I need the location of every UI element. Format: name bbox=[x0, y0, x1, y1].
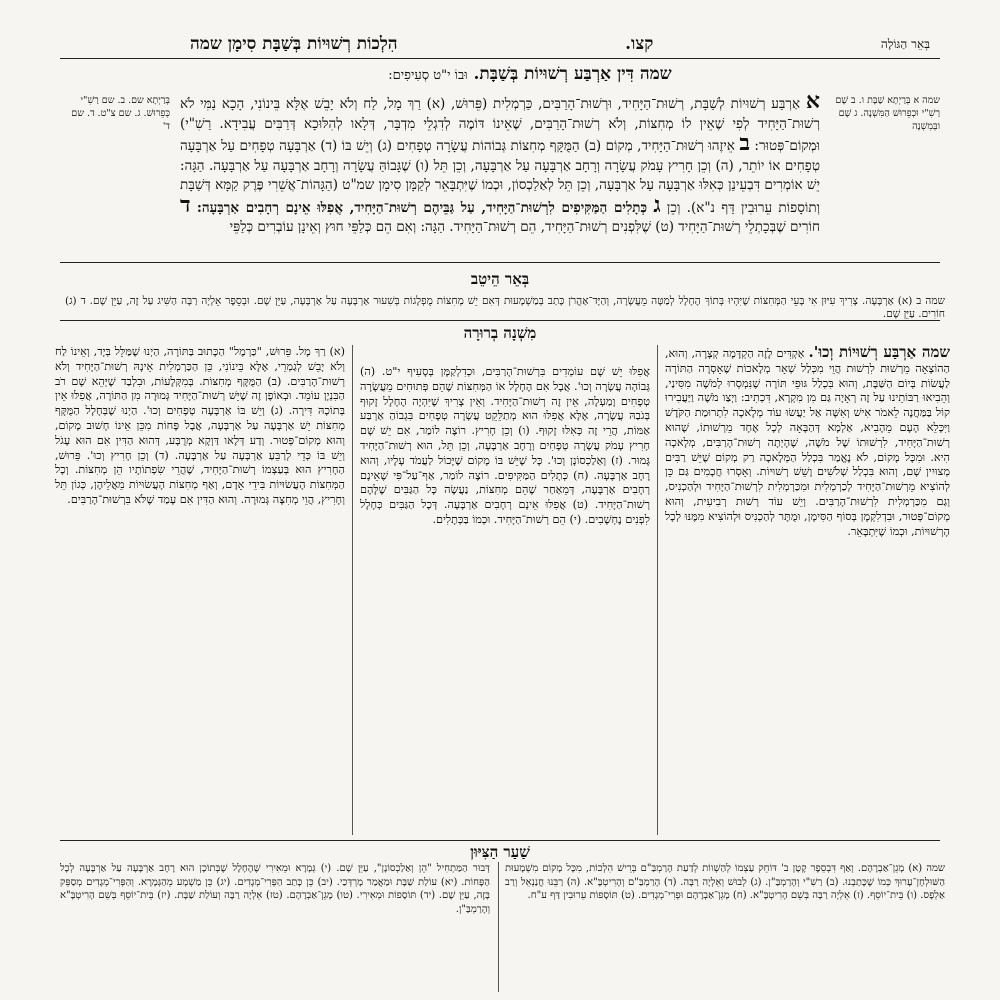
column-text: אַקְדִּים לָזֶה הַקְדָּמָה קְצָרָה, וְהוּא, הַהוֹצָאָה מֵרְשׁוּת לִרְשׁוּת הֲוֵי מִכְּלַל שְׁאָר מְלָאכוֹת שֶׁאָסְרָה הַתּוֹרָה לַעֲשׂוֹת בְּיוֹם הַשַּׁבָּת, וְהוּא בִּכְלַל גּוּפֵי תּוֹרָה שֶׁנִּמְסְרוּ לְמֹשֶׁה מִסִּינַי, וְהֵבִיאוּ רַבּוֹתֵינוּ עַל זֶה רְאָיָה גַּם מִן מִקְרָא, דִּכְתִיב: וַיְצַו מֹשֶׁה וַיַּעֲבִירוּ קוֹל בַּמַּחֲנֶה לֵאמֹר אִישׁ וְאִשָּׁה אַל יַעֲשׂוּ עוֹד מְלָאכָה לִתְרוּמַת הַקֹּדֶשׁ וַיִּכָּלֵא הָעָם מֵהָבִיא, אַלְמָא דְּהַבָּאָה לְכָל אֶחָד מֵרְשׁוּתוֹ, שֶׁהוּא רְשׁוּת־הַיָּחִיד, לִרְשׁוּתוֹ שֶׁל מֹשֶׁה, שֶׁהָיְתָה רְשׁוּת־הָרַבִּים, מְלָאכָה הִיא. וּמִכָּל מָקוֹם, לֹא נֶאֱמַר בִּכְלַל הַמְּלָאכָה רַק מְקוֹם שֶׁיֵּשׁ רַבִּים מְצוּיִין שָׁם, וְהוּא בִּכְלַל שְׁלֹשִׁים וָשֵׁשׁ רְשׁוּיוֹת. וְאָסְרוּ חֲכָמִים גַּם כֵּן לְהוֹצִיא מֵרְשׁוּת־הַיָּחִיד לְכַרְמְלִית וּמִכַּרְמְלִית לִרְשׁוּת־הַיָּחִיד וּלְהַכְנִיס, וְגַם מִכַּרְמְלִית לִרְשׁוּת־הָרַבִּים. וְיֵשׁ עוֹד רְשׁוּת רְבִיעִית, וְהוּא מְקוֹם־פְּטוּר, וּבִדְלִקְמָן בְּסוֹף הַסִּימָן, וּמֻתָּר לְהַכְנִיס וּלְהוֹצִיא מִמֶּנּוּ לְכָל הָרְשׁוּיוֹת, וּכְמוֹ שֶׁיִּתְבָּאֵר. bbox=[665, 347, 950, 538]
baer-heitev-heading: בְּאֵר הֵיטֵב bbox=[470, 270, 530, 288]
section-rule bbox=[60, 320, 940, 321]
seif-text: כְּתָלִים הַמַּקִּיפִים לִרְשׁוּת־הַיָּחִיד, עַל גַּבֵּיהֶם רְשׁוּת־הַיָּחִיד, אֲפִלּוּ אֵינָם רְחָבִים אַרְבָּעָה: bbox=[196, 199, 648, 216]
commentary-name: בְּאֵר הַגּוֹלָה bbox=[880, 36, 930, 51]
shaar-hatziyun-heading: שַׁעַר הַצִּיּוּן bbox=[470, 843, 530, 861]
seif-letter: א bbox=[805, 92, 820, 114]
page-number: קצו. bbox=[625, 34, 654, 54]
mishnah-berurah-middle-column: אֲפִלּוּ יֵשׁ שָׁם עוֹמְדִים בִּרְשׁוּת־הָרַבִּים, וּכְדִלְקַמָּן בְּסָעִיף י"ט. (ה) גְּבוֹהָה עֲשָׂרָה וְכוּ'. אֲבָל אִם הֶחָלָל אוֹ הַמְּחִצּוֹת שֶׁהֵם פְּתוּחִים מֵעֲשָׂרָה טְפָחִים וָמַעְלָה, אֵין זֶה רְשׁוּת־הַיָּחִיד. וְאֵין צָרִיךְ שֶׁיִּהְיֶה הֶחָלָל זָקוּף בְּגֹבַהּ עֲשָׂרָה, אֶלָּא אֲפִלּוּ הוּא מְתַלֵּקֵט עֲשָׂרָה טְפָחִים בִּגְבוֹהַ אַרְבַּע אַמּוֹת, הֲרֵי זֶה כְּאִלּוּ זָקוּף. (ו) וְכֵן חָרִיץ. רוֹצֶה לוֹמַר, אִם יֵשׁ שָׁם חָרִיץ עָמֹק עֲשָׂרָה טְפָחִים וְרָחָב אַרְבָּעָה, וְכֵן תֵּל, הוּא רְשׁוּת־הַיָּחִיד גָּמוּר. (ז) וְאַלַכְסוֹנָן וְכוּ'. כָּל שֶׁיֵּשׁ בּוֹ מָקוֹם שֶׁיָּכוֹל לַעֲמֹד עָלָיו, וְהוּא רָחָב אַרְבָּעָה. (ח) כְּתָלִים הַמַּקִּיפִים. רוֹצֶה לוֹמַר, אַף־עַל־פִּי שֶׁאֵינָם רְחָבִים אַרְבָּעָה, דְּמֵאַחַר שֶׁהֵם מְחִצּוֹת, נַעֲשֶׂה כָּל הַגַּבִּים שֶׁלָּהֶם רְשׁוּת־הַיָּחִיד. (ט) אֲפִלּוּ אֵינָם רְחָבִים אַרְבָּעָה. דְּכָל הַגַּבִּים כְּחָלָל לִפְנִים נֶחְשָׁבִים. (י) הֵם רְשׁוּת־הַיָּחִיד. וּכְמוֹ בַּכְּתָלִים. bbox=[360, 365, 650, 526]
seif-text: חוֹרִים שֶׁבְּכָתְלֵי רְשׁוּת־הַיָּחִיד (ט) שֶׁלִּפְנִים רְשׁוּת־הַיָּחִיד, הֵם רְשׁוּת־הַיָּחִיד. הַגָּה: וְאִם הֵם כְּלַפֵּי חוּץ וְאֵינָן עוֹבְרִים כְּלַפֵּי bbox=[229, 219, 820, 235]
column-divider bbox=[657, 345, 658, 835]
seif-text: אַרְבַּע רְשׁוּיוֹת לְשַׁבָּת, רְשׁוּת־הַיָּחִיד, וּרְשׁוּת־הָרַבִּים, כַּרְמְלִית (פֵּרוּשׁ, (א) רַךְ מָל, לַח וְלֹא יָבֵשׁ אֶלָּא בֵּינוֹנִי, הָכָא נַמִּי לֹא רְשׁוּת־הַיָּחִיד לְפִי שֶׁאֵין לוֹ מְחִצּוֹת, וְלֹא רְשׁוּת־הָרַבִּים, שֶׁאֵינוֹ דּוֹמֶה לְדִגְלֵי מִדְבָּר, דְּלָאו לְהִלּוּכָא דְּרַבִּים עֲבִידָא. רַשִׁ"י) וּמְקוֹם־פְּטוּר: bbox=[180, 96, 820, 154]
shaar-hatziyun-right-column: שמה (א) מָגֵן־אַבְרָהָם. וְאַף דִּבְסֵפֶר קָטָן ב' דּוֹחֵק עַצְמוֹ לְהַשְׁווֹת לְדַעַת הָרַמְבַּ"ם בְּרֵישׁ הִלְכוֹת, מִכָּל מָקוֹם מִשְׁמָעוּת הַשּׁוּלְחָן־עָרוּךְ כְּמוֹ שֶׁכָּתַבְנוּ. (ב) רַשִׁ"י וְהָרַמְבַּ"ן. (ג) לְבוּשׁ וְאֵלְיָה רַבָּה. (ד) הָרַמְבַּ"ם וְהָרִיטְבָּ"א. (ה) רַבֵּנוּ חֲנַנְאֵל וְרַב אַלְפָס. (ו) בֵּית־יוֹסֵף. (ז) אֵלְיָה רַבָּה בְּשֵׁם הָרִיטְבָּ"א. (ח) מָגֵן־אַבְרָהָם וּפְרִי־מְגָדִים. (ט) תּוֹסָפוֹת עֵרוּבִין דַּף ע"ח. bbox=[505, 863, 945, 901]
seif-text: אֵיזֶהוּ רְשׁוּת־הַיָּחִיד, מְקוֹם (ב) הַמֻּקָּף מְחִצּוֹת גְּבוֹהוֹת עֲשָׂרָה טְפָחִים (ג) וְיֵשׁ בּוֹ (ד) אַרְבָּעָה טְפָחִים עַל אַרְבָּעָה טְפָחִים אוֹ יוֹתֵר, (ה) וְכֵן חָרִיץ עָמֹק עֲשָׂרָה וְרָחָב אַרְבָּעָה עַל אַרְבָּעָה, וְכֵן תֵּל (ו) שֶׁגָּבוֹהַּ עֲשָׂרָה וְרָחָב אַרְבָּעָה עַל אַרְבָּעָה. הַגָּה: יֵשׁ אוֹמְרִים דִּבְעֵינַן כְּאִלּוּ אַרְבָּעָה עַל אַרְבָּעָה, וְכֵן תֵּל לְאַלַכְסוֹן, וּכְמוֹ שֶׁיִּתְבָּאֵר לְקַמָּן סִימָן שמ"ט (הַגָּהוֹת־אֲשֵׁרִי פֶּרֶק קַמָּא דְּשַׁבָּת וְתוֹסָפוֹת עֵרוּבִין דַּף נ"א). וְכֵן bbox=[180, 138, 820, 216]
siman-subtitle: וּבוֹ י"ט סְעִיפִים: bbox=[388, 68, 468, 83]
baer-heitev-text: שמה ב (א) אַרְבָּעָה. צָרִיךְ עִיּוּן אִי בָּעֵי הַמְּחִצּוֹת שֶׁיִּהְיוּ בְּתוֹךְ הֶחָלָל לְמַטָּה מֵעֲשָׂרָה, וְהַיָּד־אַהֲרֹן כָּתַב בְּמַשְׁמָעוּת דְּאִם יֵשׁ מְחִצּוֹת מֻפְלָגוֹת בְּשִׁעוּר אַרְבָּעָה עַל אַרְבָּעָה, עַיֵּן שָׁם. וּבְסֵפֶר אֵלְיָה רַבָּה הַשִּׁיג עַל זֶה, עַיֵּן שָׁם. ד (ג) חוֹרִים. עַיֵּן שָׁם. bbox=[65, 295, 945, 320]
header-rule bbox=[60, 58, 940, 59]
seif-letter: ג bbox=[653, 191, 661, 218]
mishnah-berurah-left-column: (א) רַךְ מָל. פֵּרוּשׁ, "כַּרְמֶל" הַכָּתוּב בַּתּוֹרָה, הַיְנוּ שֶׁמַּלֵּל בְּיָד, וְאֵינוֹ לַח וְלֹא יָבֵשׁ לְגַמְרֵי, אֶלָּא בֵּינוֹנִי, כֵּן הַכַּרְמְלִית אֵינָהּ רְשׁוּת־הַיָּחִיד וְלֹא רְשׁוּת־הָרַבִּים. (ב) הַמֻּקָּף מְחִצּוֹת. בְּמִקְּלָעוֹת, וּבִלְבַד שֶׁיְּהֵא שָׁם רֹב הַבִּנְיָן עוֹמֵד. וּבְאוֹפֶן זֶה שֶׁיֵּשׁ רְשׁוּת־הַיָּחִיד גְּמוּרָה מִן הַתּוֹרָה, אֲפִלּוּ אֵין בְּתוֹכָהּ דִּירָה. (ג) וְיֵשׁ בּוֹ אַרְבָּעָה טְפָחִים וְכוּ'. הַיְנוּ שֶׁבְּחָלָל הַמֻּקָּף מְחִצּוֹת יֵשׁ אַרְבָּעָה עַל אַרְבָּעָה, אֲבָל פָּחוֹת מִכֵּן אֵינוֹ חָשׁוּב מָקוֹם, וְהוּא מְקוֹם־פְּטוּר. וְדַע דְּלָאו דַּוְקָא מְרֻבָּע, דְּהוּא הַדִּין אִם הוּא עָגֹל וְיֵשׁ בּוֹ כְּדֵי לְרַבֵּעַ אַרְבָּעָה עַל אַרְבָּעָה. (ד) וְכֵן חָרִיץ וְכוּ'. פֵּרוּשׁ, הַחָרִיץ הוּא בְּעַצְמוֹ רְשׁוּת־הַיָּחִיד, שֶׁהֲרֵי שִׂפְתוֹתָיו הֵן מְחִצּוֹת. וְכָל הַמְּחִצּוֹת הָעֲשׂוּיוֹת בִּידֵי אָדָם, וְאַף מְחִצּוֹת הָעֲשׂוּיוֹת מֵאֲלֵיהֶן, כְּגוֹן תֵּל וְחָרִיץ, הֲוֵי מְחִצָּה גְּמוּרָה. וְהוּא הַדִּין אִם עָמַד שֶׁלֹּא בִּרְשׁוּת־הָרַבִּים. bbox=[55, 345, 345, 506]
shulchan-aruch-text bbox=[180, 92, 820, 252]
margin-notes-left: בְּרַיְתָא שם. ב. שם רַשִׁ"י כְּפֵרוּשׁ. ג. שם צ"ט. ד. שם ד' bbox=[71, 95, 170, 132]
running-header bbox=[190, 32, 930, 56]
section-rule bbox=[60, 262, 940, 263]
column-divider bbox=[498, 862, 499, 992]
section-rule bbox=[60, 840, 940, 841]
siman-name: שמה דִּין אַרְבַּע רְשׁוּיוֹת בְּשַׁבָּת. bbox=[473, 64, 672, 84]
margin-notes-right: שמה א בְּרַיְתָא שַׁבָּת ו. ב שָׁם רַשִׁ"י וּכְפֵרוּשׁ הַמִּשְׁנָה. ג שָׁם ובְּמִשְׁנָה bbox=[835, 95, 940, 132]
mishnah-berurah-heading: מִשְׁנָה בְרוּרָה bbox=[463, 324, 537, 342]
page-title: הִלְכוֹת רְשׁוּיוֹת בְּשַׁבָּת סִימָן שמה bbox=[190, 34, 398, 54]
seif-letter: ד bbox=[180, 191, 191, 218]
siman-title bbox=[250, 64, 810, 84]
column-divider bbox=[352, 345, 353, 835]
dibur-hamatchil: שמה אַרְבַּע רְשׁוּיוֹת וְכוּ'. bbox=[808, 345, 950, 361]
seif-letter: ב bbox=[739, 130, 750, 156]
mishnah-berurah-right-column bbox=[665, 345, 950, 835]
shaar-hatziyun-left-column: דְּבוּר הַמַּתְחִיל "הֵן וְאַלַכְסוֹנָן", עַיֵּן שָׁם. (י) גְּמָרָא וּמֵאִירִי שֶׁהֶחָלָל שֶׁבְּתוֹכָן הוּא רָחָב אַרְבָּעָה עַל אַרְבָּעָה לְכָל הַפָּחוֹת. (יא) עוֹלַת שַׁבָּת וּמַאֲמַר מָרְדְּכַי. (יב) כֵּן כָּתַב הַפְּרִי־מְגָדִים. (יג) כֵּן מַשְׁמָע מֵהַגְּמָרָא. וְהַפְּרִי־מְגָדִים מְסַפֵּק בָּזֶה, עַיֵּן שָׁם. (יד) תּוֹסָפוֹת וּמְאִירִי. (טו) מָגֵן־אַבְרָהָם. (טז) אֵלְיָה רַבָּה וְעוֹלַת שַׁבָּת. (יז) בֵּית־יוֹסֵף בְּשֵׁם הָרִיטְבָּ"א וְהָרַמְבַּ"ן. bbox=[60, 863, 490, 915]
